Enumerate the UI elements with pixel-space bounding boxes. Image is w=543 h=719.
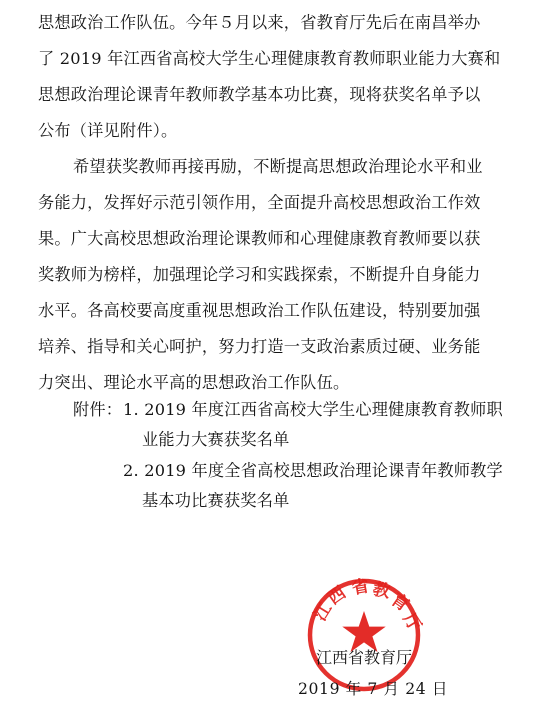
paragraph2-line7: 力突出、理论水平高的思想政治工作队伍。 <box>38 373 350 392</box>
svg-text:省: 省 <box>350 576 371 599</box>
attachment-item2-line1: 2. 2019 年度全省高校思想政治理论课青年教师教学 <box>123 461 503 480</box>
paragraph2-line6: 培养、指导和关心呵护，努力打造一支政治素质过硬、业务能 <box>38 337 481 356</box>
svg-text:江: 江 <box>310 599 337 625</box>
paragraph2-line1: 希望获奖教师再接再励，不断提高思想政治理论水平和业 <box>73 157 483 176</box>
svg-text:育: 育 <box>387 589 413 616</box>
paragraph1-line3: 思想政治理论课青年教师教学基本功比赛，现将获奖名单予以 <box>38 85 481 104</box>
issuer-name: 江西省教育厅 <box>316 648 413 667</box>
svg-text:西: 西 <box>324 582 350 610</box>
attachment-item2-line2: 基本功比赛获奖名单 <box>142 491 290 510</box>
seal-icon <box>306 576 425 693</box>
paragraph2-line3: 果。广大高校思想政治理论课教师和心理健康教育教师要以获 <box>38 229 481 248</box>
attachment-item1-line2: 业能力大赛获奖名单 <box>142 430 290 449</box>
paragraph1-line1: 思想政治工作队伍。今年５月以来，省教育厅先后在南昌举办 <box>38 13 481 32</box>
paragraph2-line5: 水平。各高校要高度重视思想政治工作队伍建设，特别要加强 <box>38 301 481 320</box>
attachment-item1-line1: 1. 2019 年度江西省高校大学生心理健康教育教师职 <box>123 400 503 419</box>
official-seal-stamp <box>306 576 425 693</box>
attachments-label: 附件： <box>73 400 123 419</box>
paragraph2-line2: 务能力，发挥好示范引领作用，全面提升高校思想政治工作效 <box>38 193 481 212</box>
paragraph2-line4: 奖教师为榜样，加强理论学习和实践探索，不断提升自身能力 <box>38 265 481 284</box>
paragraph1-line4: 公布（详见附件）。 <box>38 121 178 140</box>
svg-text:厅: 厅 <box>398 610 425 636</box>
svg-text:教: 教 <box>370 579 392 603</box>
issue-date: 2019 年 7 月 24 日 <box>298 680 449 698</box>
paragraph1-line2: 了 2019 年江西省高校大学生心理健康教育教师职业能力大赛和 <box>38 49 501 68</box>
